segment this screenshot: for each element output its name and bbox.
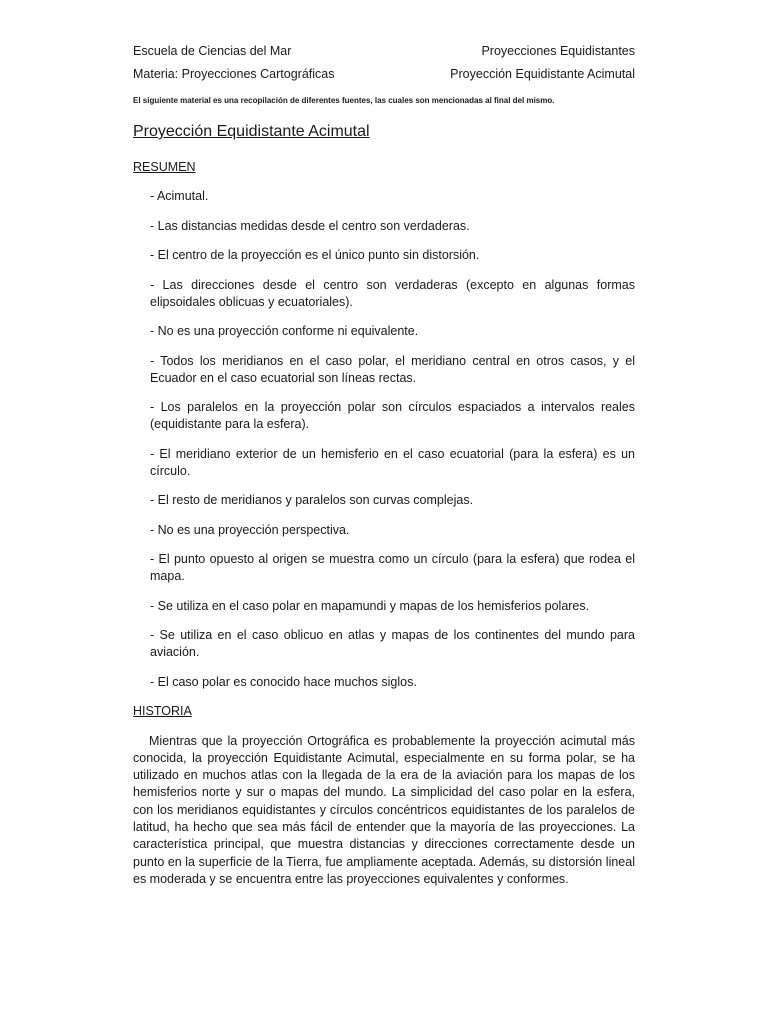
summary-item: - Se utiliza en el caso polar en mapamundi y mapas de los hemisferios polares. <box>150 598 590 613</box>
summary-item: - El caso polar es conocido hace muchos siglos. <box>150 674 417 689</box>
header-row-1 <box>133 40 635 63</box>
summary-list <box>133 188 635 691</box>
topic-name: Proyecciones Equidistantes <box>481 44 635 58</box>
subject-name: Materia: Proyecciones Cartográficas <box>133 67 335 81</box>
history-heading: HISTORIA <box>133 703 192 718</box>
summary-item: - Todos los meridianos en el caso polar, el meridiano central en otros casos, y el Ecuador en el caso ecuatorial son líneas rectas. <box>150 353 635 385</box>
summary-item: - Los paralelos en la proyección polar son círculos espaciados a intervalos reales (equidistante para la esfera). <box>150 400 635 431</box>
summary-heading: RESUMEN <box>133 160 196 174</box>
subtopic-name: Proyección Equidistante Acimutal <box>450 67 635 81</box>
document-page <box>133 40 635 901</box>
school-name: Escuela de Ciencias del Mar <box>133 44 292 58</box>
summary-item: - Acimutal. <box>150 189 209 203</box>
summary-item: - Las distancias medidas desde el centro son verdaderas. <box>150 218 470 233</box>
summary-item: - El punto opuesto al origen se muestra como un círculo (para la esfera) que rodea el mapa. <box>150 552 635 583</box>
summary-item: - No es una proyección conforme ni equivalente. <box>150 324 419 338</box>
summary-item: - Las direcciones desde el centro son verdaderas (excepto en algunas formas elipsoidales oblicuas y ecuatoriales). <box>150 277 635 309</box>
summary-item: - El meridiano exterior de un hemisferio en el caso ecuatorial (para la esfera) es un círculo. <box>150 446 635 478</box>
disclaimer-note: El siguiente material es una recopilación de diferentes fuentes, las cuales son mencionadas al final del mismo. <box>133 96 555 105</box>
history-paragraph: Mientras que la proyección Ortográfica es probablemente la proyección acimutal más conocida, la proyección Equidistante Acimutal, especialmente en su forma polar, se ha utilizado en muchos atlas con la llegada de la era de la aviación para los mapas de los hemisferios norte y sur o mapas del mundo. La simplicidad del caso polar en la esfera, con los meridianos equidistantes y círculos concéntricos equidistantes de los paralelos de latitud, ha hecho que sea más fácil de entender que la mayoría de las proyecciones. La característica principal, que muestra distancias y direcciones correctamente desde un punto en la superficie de la Tierra, fue ampliamente aceptada. Además, su distorsión lineal es moderada y se encuentra entre las proyecciones equivalentes y conformes. <box>133 733 635 886</box>
summary-item: - No es una proyección perspectiva. <box>150 522 350 537</box>
header-row-2 <box>133 63 635 86</box>
summary-item: - El centro de la proyección es el único punto sin distorsión. <box>150 248 480 262</box>
summary-item: - El resto de meridianos y paralelos son curvas complejas. <box>150 493 474 507</box>
document-title: Proyección Equidistante Acimutal <box>133 123 370 140</box>
summary-item: - Se utiliza en el caso oblicuo en atlas y mapas de los continentes del mundo para aviación. <box>150 628 635 659</box>
